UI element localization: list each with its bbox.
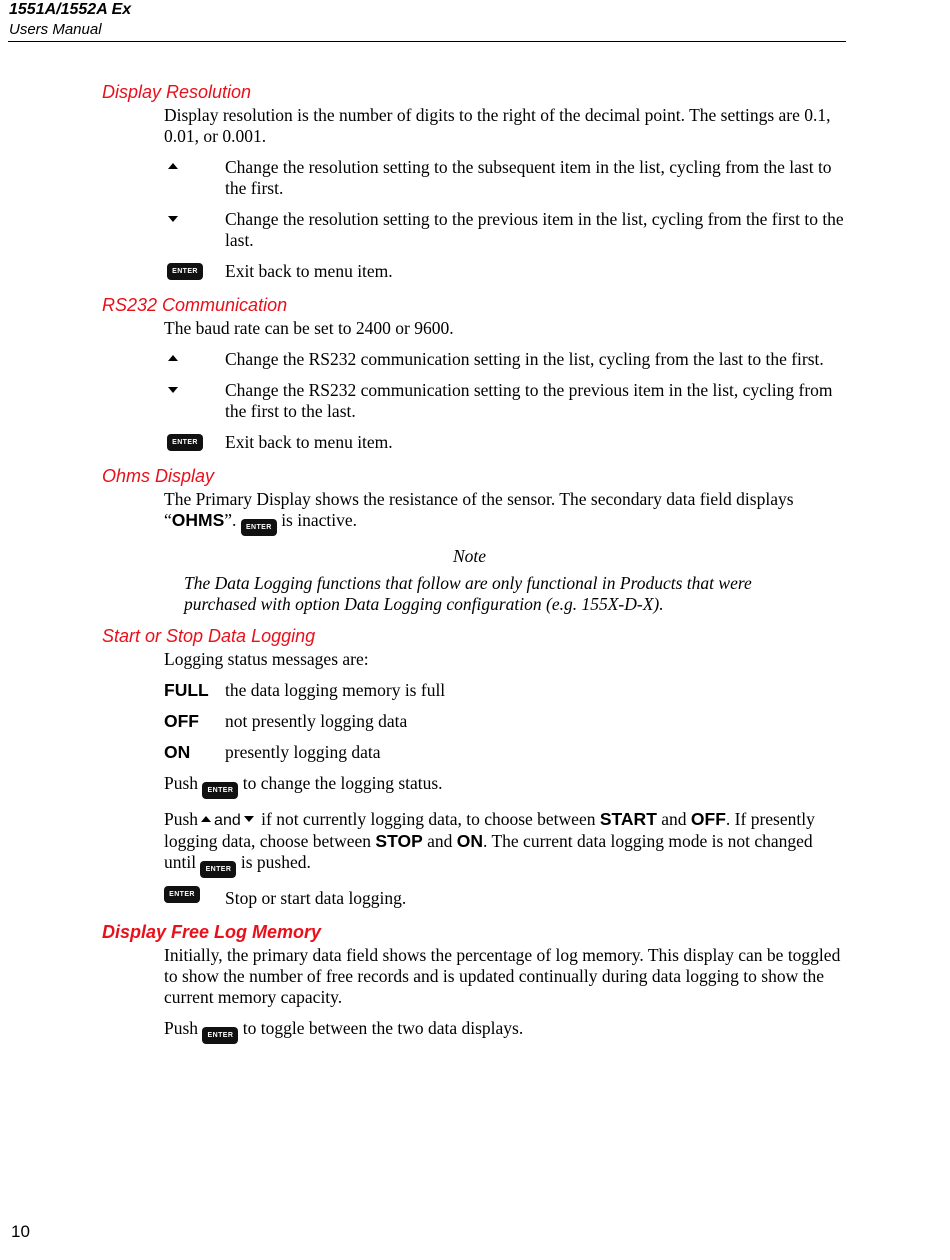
manual-subtitle: Users Manual xyxy=(9,21,102,38)
status-code: FULL xyxy=(164,680,209,700)
enter-key-icon: ENTER xyxy=(200,861,236,878)
ohms-text-1: The Primary Display shows the resistance of the sensor. The secondary data field displays “ xyxy=(164,489,794,530)
down-arrow-key-icon xyxy=(244,816,254,822)
ohms-text-2: ”. xyxy=(224,510,237,530)
status-desc: presently logging data xyxy=(225,742,381,762)
heading-start-stop-data-logging: Start or Stop Data Logging xyxy=(102,626,316,646)
push-word: Push xyxy=(164,809,199,829)
free-mem-push-paragraph xyxy=(164,1018,844,1044)
free-mem-push-text: to toggle between the two data displays. xyxy=(242,1018,524,1038)
choose-text-3: . If presently logging data, choose between xyxy=(164,809,815,851)
display-resolution-up-text: Change the resolution setting to the subsequent item in the list, cycling from the last to the first. xyxy=(225,157,832,198)
push-word: Push xyxy=(164,1018,199,1038)
rs232-up-row xyxy=(164,349,844,370)
up-arrow-key-icon xyxy=(168,355,178,361)
status-row-off xyxy=(164,711,844,732)
enter-key-icon: ENTER xyxy=(241,519,277,536)
logging-enter-row xyxy=(164,888,844,909)
logging-enter-text: Stop or start data logging. xyxy=(225,888,407,908)
heading-ohms-display: Ohms Display xyxy=(102,466,215,486)
enter-key-icon: ENTER xyxy=(164,886,200,903)
ohms-keyword: OHMS xyxy=(171,510,225,530)
logging-push-paragraph xyxy=(164,773,844,799)
display-resolution-enter-row xyxy=(164,261,844,282)
display-resolution-down-row xyxy=(164,209,844,251)
rs232-down-row xyxy=(164,380,844,422)
enter-key-icon: ENTER xyxy=(202,1027,238,1044)
choose-text-1: if not currently logging data, to choose between xyxy=(261,809,596,829)
note-title: Note xyxy=(453,546,487,566)
status-code: ON xyxy=(164,742,191,762)
ohms-text-3: is inactive. xyxy=(281,510,357,530)
heading-display-free-log-memory: Display Free Log Memory xyxy=(102,922,322,942)
status-row-full xyxy=(164,680,844,701)
and-word: and xyxy=(214,812,241,829)
manual-title: 1551A/1552A Ex xyxy=(9,1,132,18)
rs232-enter-text: Exit back to menu item. xyxy=(225,432,393,452)
running-header xyxy=(9,0,131,40)
heading-display-resolution: Display Resolution xyxy=(102,82,252,102)
enter-key-icon: ENTER xyxy=(167,263,203,280)
down-arrow-key-icon xyxy=(168,216,178,222)
header-divider xyxy=(8,41,846,42)
heading-rs232-communication: RS232 Communication xyxy=(102,295,288,315)
display-resolution-intro: Display resolution is the number of digits to the right of the decimal point. The settings are 0.1, 0.01, or 0.001. xyxy=(164,105,831,146)
enter-key-icon: ENTER xyxy=(202,782,238,799)
push-word: Push xyxy=(164,773,199,793)
display-resolution-enter-text: Exit back to menu item. xyxy=(225,261,393,281)
status-desc: the data logging memory is full xyxy=(225,680,446,700)
choose-text-4: and xyxy=(427,831,453,851)
display-resolution-down-text: Change the resolution setting to the previous item in the list, cycling from the first to the last. xyxy=(225,209,844,250)
push-change-text: to change the logging status. xyxy=(242,773,443,793)
rs232-up-text: Change the RS232 communication setting in the list, cycling from the last to the first. xyxy=(225,349,824,369)
status-desc: not presently logging data xyxy=(225,711,408,731)
page-number: 10 xyxy=(11,1222,30,1241)
choose-text-6: is pushed. xyxy=(240,852,311,872)
stop-keyword: STOP xyxy=(375,831,423,851)
status-row-on xyxy=(164,742,844,763)
enter-key-icon: ENTER xyxy=(167,434,203,451)
page-body xyxy=(0,79,950,1054)
choose-text-2: and xyxy=(661,809,687,829)
down-arrow-key-icon xyxy=(168,387,178,393)
display-resolution-up-row xyxy=(164,157,844,199)
logging-choose-paragraph xyxy=(164,809,844,878)
choose-text-5: . The current data logging mode is not changed until xyxy=(164,831,813,872)
up-arrow-key-icon xyxy=(168,163,178,169)
ohms-paragraph xyxy=(164,489,844,536)
status-code: OFF xyxy=(164,711,199,731)
note-text: The Data Logging functions that follow are only functional in Products that were purchased with option Data Logging configuration (e.g. 155X-D-X). xyxy=(184,573,752,614)
free-mem-intro: Initially, the primary data field shows the percentage of log memory. This display can be toggled to show the number of free records and is updated continually during data logging to show the current memory capacity. xyxy=(164,945,841,1007)
rs232-intro: The baud rate can be set to 2400 or 9600. xyxy=(164,318,454,338)
off-keyword: OFF xyxy=(690,809,726,829)
on-keyword: ON xyxy=(456,831,484,851)
rs232-enter-row xyxy=(164,432,844,453)
logging-intro: Logging status messages are: xyxy=(164,649,369,669)
rs232-down-text: Change the RS232 communication setting to the previous item in the list, cycling from the first to the last. xyxy=(225,380,833,421)
up-arrow-key-icon xyxy=(201,816,211,822)
start-keyword: START xyxy=(599,809,657,829)
